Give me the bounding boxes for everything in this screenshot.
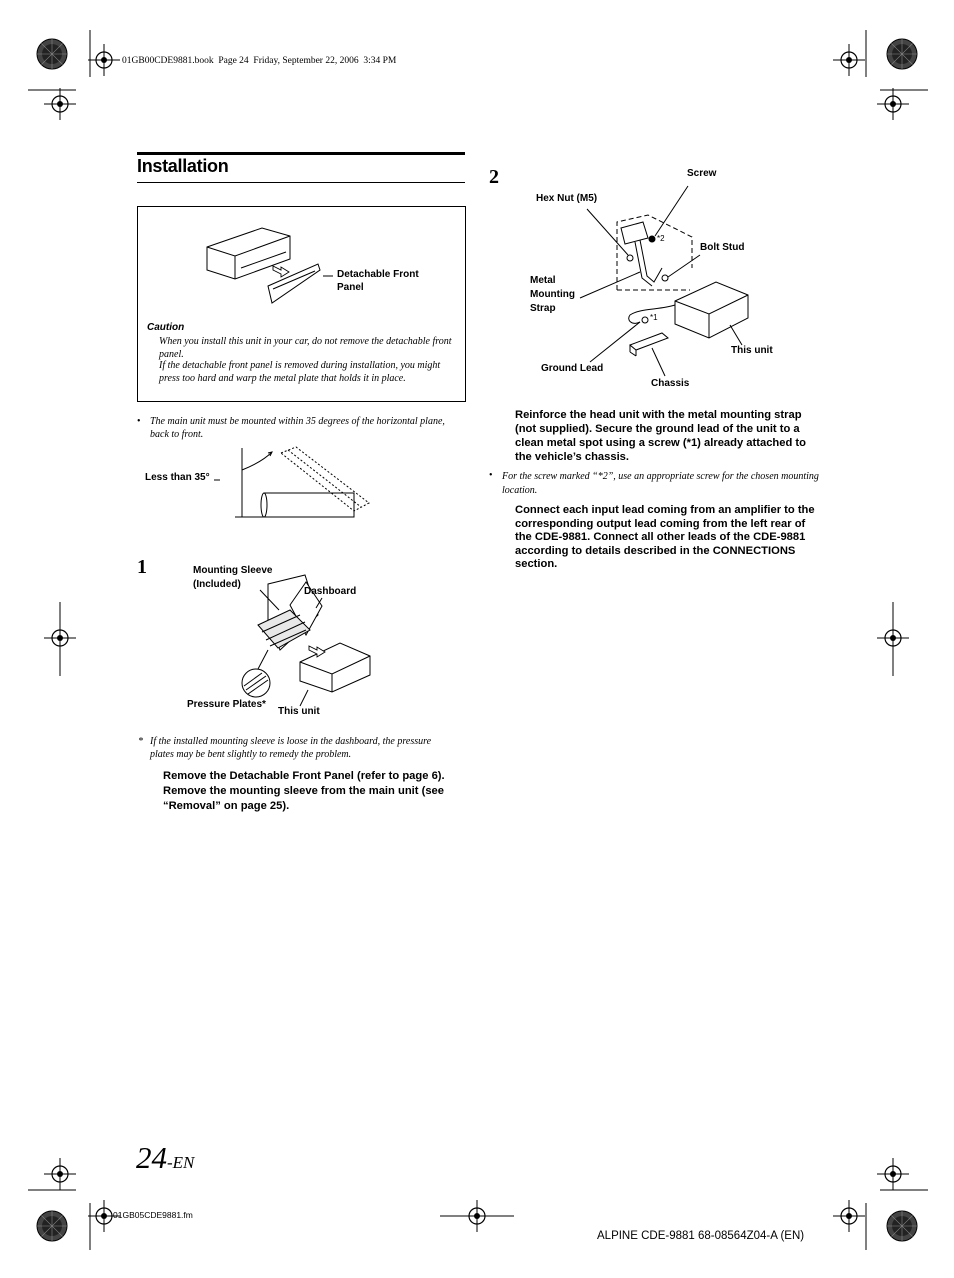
file-name-footer: 01GB05CDE9881.fm bbox=[113, 1210, 193, 1220]
label-metal-mounting-strap: Metal Mounting Strap bbox=[530, 275, 575, 314]
step-2-note: For the screw marked “*2”, use an appropriate screw for the chosen mounting location. bbox=[502, 471, 819, 496]
caution-text-2: If the detachable front panel is removed during installation, you might press too hard and warp the metal plate that holds it in place. bbox=[159, 360, 441, 384]
label-screw: Screw bbox=[687, 168, 717, 179]
step-2-instruction: Reinforce the head unit with the metal mounting strap (not supplied). Secure the ground lead of the unit to a clean metal spot using a screw (*1) already attached to the vehicle’s chassis. bbox=[515, 409, 806, 463]
footnote-mark: * bbox=[138, 736, 143, 747]
label-pressure-plates: Pressure Plates* bbox=[187, 699, 266, 710]
label-hex-nut: Hex Nut (M5) bbox=[536, 193, 598, 204]
label-dashboard: Dashboard bbox=[304, 586, 357, 597]
section-title: Installation bbox=[137, 156, 229, 176]
label-chassis: Chassis bbox=[651, 378, 690, 389]
step-1-instruction: Remove the Detachable Front Panel (refer to page 6). Remove the mounting sleeve from the main unit (see “Removal” on page 25). bbox=[163, 770, 445, 812]
model-code-footer: ALPINE CDE-9881 68-08564Z04-A (EN) bbox=[597, 1230, 805, 1242]
step-1-number: 1 bbox=[137, 556, 147, 578]
step-2-note-bullet: • bbox=[489, 470, 493, 481]
step-1-footnote: If the installed mounting sleeve is loose in the dashboard, the pressure plates may be bent slightly to remedy the problem. bbox=[150, 736, 432, 760]
caution-heading: Caution bbox=[147, 322, 185, 333]
book-info-header: 01GB00CDE9881.book Page 24 Friday, September 22, 2006 3:34 PM bbox=[122, 56, 397, 66]
label-mounting-sleeve: Mounting Sleeve (Included) bbox=[193, 565, 273, 590]
mark-screw-2: *2 bbox=[657, 234, 665, 243]
label-this-unit-step1: This unit bbox=[278, 706, 320, 717]
label-ground-lead: Ground Lead bbox=[541, 363, 604, 374]
label-bolt-stud: Bolt Stud bbox=[700, 242, 745, 253]
step-2-number: 2 bbox=[489, 166, 499, 188]
label-less-than-35: Less than 35° bbox=[145, 472, 210, 483]
page-number-suffix: -EN bbox=[167, 1153, 195, 1172]
step-2-instruction-connect: Connect each input lead coming from an amplifier to the corresponding output lead coming from the left rear of the CDE-9881. Connect all other leads of the CDE-9881 according to details described in the CONNECTIONS section. bbox=[515, 504, 815, 571]
label-detachable-front-panel: Detachable Front Panel bbox=[337, 269, 419, 293]
angle-note-bullet: • bbox=[137, 416, 141, 427]
mark-screw-1: *1 bbox=[650, 313, 658, 322]
label-this-unit-step2: This unit bbox=[731, 345, 773, 356]
angle-note-text: The main unit must be mounted within 35 degrees of the horizontal plane, back to front. bbox=[150, 416, 445, 440]
page-number bbox=[136, 1140, 194, 1176]
page-number-digits: 24 bbox=[136, 1140, 167, 1175]
caution-text-1: When you install this unit in your car, do not remove the detachable front panel. bbox=[159, 336, 452, 360]
